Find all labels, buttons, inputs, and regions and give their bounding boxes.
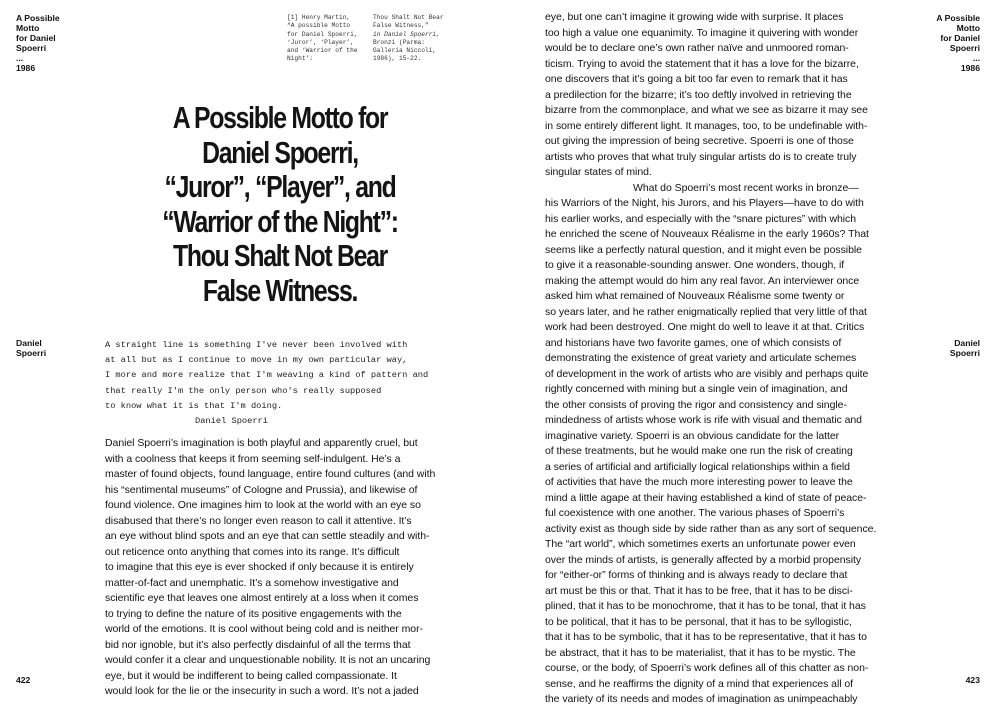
body-line: mindedness of artists whose work is rife with visual and thematic and [545, 414, 862, 426]
body-line: the variety of its needs and modes of imagination as unimpeachably [545, 693, 858, 705]
body-line: would look for the lie or the insecurity in such a word. It’s not a jaded [105, 685, 419, 697]
body-line: his earlier works, and especially with the “snare pictures” with which [545, 212, 857, 225]
epigraph-line: at all but as I continue to move in my own particular way, [105, 355, 408, 366]
running-head-line: for Daniel [940, 33, 980, 43]
footnote-line: “A possible Motto [287, 22, 351, 30]
body-line: so years later, and he rather enigmatically replied that very little of that [545, 305, 867, 318]
body-line: an eye without blind spots and an eye that can settle steadily and with- [105, 530, 430, 542]
running-head-line: ... [972, 53, 980, 63]
page-number-right: 423 [965, 675, 980, 685]
side-label-right [950, 338, 980, 358]
body-text-right [545, 10, 876, 708]
body-line: The “art world”, which sometimes exerts an unfortunate power even [545, 538, 856, 550]
body-line: ticism. Trying to avoid the statement that it has a love for the bizarre, [545, 57, 859, 70]
running-head-left [16, 13, 60, 73]
body-line: matter-of-fact and unemphatic. It’s a somehow investigative and [105, 576, 399, 589]
epigraph-signature: Daniel Spoerri [195, 416, 268, 427]
article-title [140, 101, 420, 308]
title-line: Daniel Spoerri, [202, 134, 358, 170]
body-line: art must be this or that. That it has to be free, that it has to be disci- [545, 584, 853, 597]
body-line: plined, that it has to be monochrome, that it has to be tonal, that it has [545, 600, 866, 612]
body-line: for “either-or” forms of thinking and is always ready to declare that [545, 569, 848, 581]
running-head-line: A Possible [936, 13, 980, 23]
footnote-line: in Daniel Spoerri, [373, 30, 440, 38]
body-line: a predilection for the bizarre; it’s too deftly involved in retrieving the [545, 88, 852, 101]
footnote-line: ‘Juror’, ‘Player’, [287, 38, 354, 46]
body-line: sense, and he reaffirms the dignity of a mind that experiences all of [545, 677, 854, 690]
body-line: be abstract, that it has to be materialist, that it has to be mystic. The [545, 646, 856, 659]
body-line: disabused that there’s no longer even reason to call it attentive. It’s [105, 514, 412, 527]
body-line: would be to declare one’s own rather naïve and unmoored roman- [545, 42, 849, 54]
running-head-line: Motto [956, 23, 980, 33]
body-line: master of found objects, found language, entire found cultures (and with [105, 468, 436, 480]
body-line: to be political, that it has to be personal, that it has to be syllogistic, [545, 615, 852, 628]
body-line: would confer it a clear and unquestionable nobility. It is not an uncaring [105, 654, 431, 666]
running-head-line: Spoerri [949, 43, 980, 53]
body-line: a series of artificial and artificially logical relationships within a field [545, 460, 850, 473]
body-line: bizarre from the commonplace, and what we see as bizarre it may see [545, 104, 868, 116]
running-head-line: 1986 [960, 63, 980, 73]
footnote-line: Night’: [287, 55, 313, 63]
body-line: work had been destroyed. One might do well to leave it at that. Critics [545, 321, 865, 333]
body-line: world of the emotions. It is cool without being cold and is neither mor- [105, 623, 423, 635]
epigraph-line: to know what it is that I'm doing. [105, 400, 283, 411]
body-line: he enriched the scene of Nouveaux Réalisme in the early 1960s? That [545, 228, 869, 240]
running-head-line: ... [16, 53, 24, 63]
body-line: to trying to define the nature of its positive engagements with the [105, 607, 402, 620]
title-line: Thou Shalt Not Bear [172, 238, 388, 273]
side-label-line: Daniel [16, 338, 42, 348]
running-head-line: for Daniel [16, 33, 56, 43]
page-number-left: 422 [16, 675, 31, 685]
side-label-line: Daniel [954, 338, 980, 348]
body-line: imaginative variety. Spoerri is an obvious candidate for the latter [545, 429, 840, 442]
body-line: eye, but it would be indifferent to being called compassionate. It [105, 669, 397, 682]
body-line: activity exist as though side by side rather than as any sort of sequence. [545, 522, 877, 535]
body-line: and historians have two favorite games, one of which consists of [545, 336, 842, 349]
title-line: False Witness. [202, 272, 358, 308]
footnote-line: [1] Henry Martin, [287, 14, 351, 21]
side-label-line: Spoerri [949, 348, 980, 358]
epigraph-line: I more and more realize that I'm weaving a kind of pattern and [105, 370, 429, 381]
body-line: scientific eye that leaves one almost entirely at a loss when it comes [105, 592, 419, 604]
body-line: out giving the impression of being secretive. Spoerri is one of those [545, 135, 854, 147]
body-line: to give it a reasonable-sounding answer. One wonders, though, if [545, 259, 845, 271]
body-line: artists who proves that what truly singular artists do is to create truly [545, 150, 857, 163]
running-head-right [936, 13, 980, 73]
footnote-line: Galleria Niccoli, [373, 47, 437, 55]
body-line: his Warriors of the Night, his Jurors, and his Players—have to do with [545, 197, 864, 209]
running-head-line: Spoerri [16, 43, 47, 53]
body-line: ful coexistence with one another. The various phases of Spoerri’s [545, 507, 845, 519]
footnote-line: False Witness,” [373, 22, 429, 30]
body-line: bid nor ignoble, but it’s also perfectly disdainful of all the terms that [105, 638, 411, 651]
body-line: found violence. One imagines him to look at the world with an eye so [105, 499, 421, 511]
running-head-line: Motto [16, 23, 40, 33]
body-line: What do Spoerri’s most recent works in bronze— [633, 181, 859, 194]
body-line: eye, but one can’t imagine it growing wide with surprise. It places [545, 11, 844, 23]
body-line: demonstrating the existence of great variety and articulate schemes [545, 352, 857, 364]
body-line: making the attempt would do him any real favor. An interviewer once [545, 274, 860, 287]
body-text-left [105, 436, 435, 700]
body-line: rightly concerned with mining but a single vein of imagination, and [545, 383, 848, 395]
epigraph-line: that really I'm the only person who's really supposed [105, 385, 382, 396]
body-line: of development in the work of artists who are visibly and perhaps quite [545, 367, 869, 380]
body-line: to imagine that this eye is ever shocked if only because it is entirely [105, 561, 414, 573]
footnote-line: and ‘Warrior of the [287, 47, 358, 55]
body-line: his “sentimental museums” of Cologne and Prussia), and likewise of [105, 483, 418, 496]
body-line: in some entirely different light. It manages, too, to be undefinable with- [545, 119, 868, 132]
title-line: “Juror”, “Player”, and [164, 169, 396, 204]
footnote-line: for Daniel Spoerri, [287, 30, 358, 38]
footnote-1 [287, 14, 358, 64]
body-line: one discovers that it’s going a bit too far even to remark that it has [545, 73, 848, 85]
running-head-line: A Possible [16, 13, 60, 23]
footnote-line: 1986), 15–22. [373, 55, 422, 63]
epigraph [105, 338, 465, 429]
body-line: singular states of mind. [545, 166, 652, 178]
body-line: course, or the body, of Spoerri’s work defines all of this chatter as non- [545, 662, 869, 674]
body-line: that it has to be symbolic, that it has to be representative, that it has to [545, 631, 867, 643]
footnote-2 [373, 14, 444, 64]
title-line: “Warrior of the Night”: [162, 203, 398, 239]
body-line: Daniel Spoerri’s imagination is both playful and apparently cruel, but [105, 437, 418, 449]
side-label-left [16, 338, 46, 358]
body-line: of activities that have the much more interesting power to leave the [545, 476, 853, 488]
body-line: over the minds of artists, is generally affected by a morbid propensity [545, 553, 862, 566]
body-line: seems like a perfectly natural question, and it might even be possible [545, 243, 862, 256]
epigraph-line: A straight line is something I've never been involved with [105, 340, 408, 350]
body-line: too high a value one equanimity. To imagine it quivering with wonder [545, 26, 859, 39]
body-line: of these treatments, but he would make one run the risk of creating [545, 445, 853, 457]
title-line: A Possible Motto for [172, 100, 388, 135]
side-label-line: Spoerri [16, 348, 47, 358]
running-head-line: 1986 [16, 63, 36, 73]
footnote-line: Bronzi (Parma: [373, 38, 425, 46]
body-line: asked him what remained of Nouveaux Réalisme some twenty or [545, 290, 845, 302]
body-line: the other consists of proving the rigor and consistency and single- [545, 398, 847, 411]
body-line: with a coolness that keeps it from seeming self-indulgent. He’s a [105, 452, 401, 465]
body-line: mind a little agape at their having established a kind of state of peace- [545, 491, 867, 504]
footnote-line: Thou Shalt Not Bear [373, 14, 444, 21]
body-line: out reticence onto anything that comes into its range. It’s difficult [105, 545, 400, 558]
